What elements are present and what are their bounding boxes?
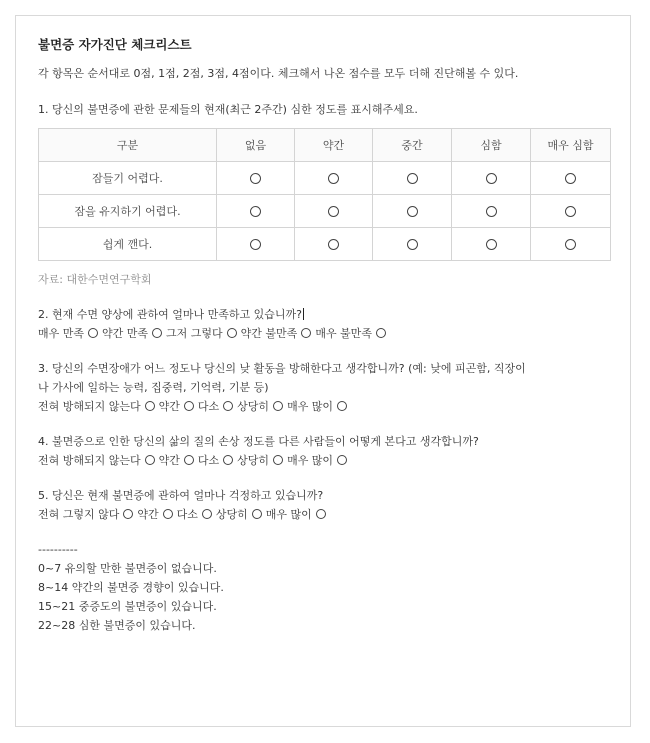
question-3-line-1: 3. 당신의 수면장애가 어느 정도나 당신의 낮 활동을 방해한다고 생각합니까? (예: 낮에 피곤함, 직장이	[38, 362, 526, 375]
radio-circle[interactable]	[486, 239, 497, 250]
radio-circle[interactable]	[273, 401, 283, 411]
question-3-line-2: 나 가사에 일하는 능력, 집중력, 기억력, 기분 등)	[38, 381, 269, 394]
radio-circle[interactable]	[223, 401, 233, 411]
radio-circle[interactable]	[565, 239, 576, 250]
row-label: 쉽게 깬다.	[39, 228, 217, 261]
radio-circle[interactable]	[202, 509, 212, 519]
radio-circle[interactable]	[250, 173, 261, 184]
text-cursor	[303, 308, 304, 320]
option-label: 약간	[158, 454, 180, 467]
option-label: 매우 많이	[265, 508, 312, 521]
checklist-card	[15, 15, 631, 727]
radio-circle[interactable]	[145, 401, 155, 411]
radio-circle[interactable]	[565, 206, 576, 217]
question-2-block	[38, 305, 616, 343]
question-2-options	[38, 324, 616, 343]
divider-line: ----------	[38, 543, 78, 556]
option-label: 상당히	[237, 400, 270, 413]
option-label: 다소	[197, 454, 220, 467]
severity-table	[38, 128, 611, 261]
question-3-block	[38, 359, 616, 416]
radio-circle[interactable]	[316, 509, 326, 519]
radio-circle[interactable]	[250, 239, 261, 250]
table-row	[39, 228, 611, 261]
question-5-options	[38, 505, 616, 524]
radio-circle[interactable]	[184, 401, 194, 411]
option-label: 약간	[137, 508, 159, 521]
result-line: 0~7 유의할 만한 불면증이 없습니다.	[38, 562, 217, 575]
option-label: 전혀 그렇지 않다	[38, 508, 120, 521]
radio-circle[interactable]	[273, 455, 283, 465]
radio-circle[interactable]	[252, 509, 262, 519]
row-label: 잠을 유지하기 어렵다.	[39, 195, 217, 228]
radio-circle[interactable]	[565, 173, 576, 184]
radio-circle[interactable]	[376, 328, 386, 338]
option-label: 매우 많이	[287, 454, 334, 467]
intro-text: 각 항목은 순서대로 0점, 1점, 2점, 3점, 4점이다. 체크해서 나온 점수를 모두 더해 진단해볼 수 있다.	[38, 67, 519, 80]
option-label: 상당히	[237, 454, 270, 467]
row-label: 잠들기 어렵다.	[39, 162, 217, 195]
option-label: 다소	[176, 508, 198, 521]
radio-circle[interactable]	[184, 455, 194, 465]
option-label: 매우 많이	[287, 400, 334, 413]
results-block	[38, 540, 616, 635]
option-label: 약간	[158, 400, 180, 413]
question-5: 5. 당신은 현재 불면증에 관하여 얼마나 걱정하고 있습니까?	[38, 489, 324, 502]
radio-circle[interactable]	[337, 401, 347, 411]
radio-circle[interactable]	[486, 206, 497, 217]
option-label: 전혀 방해되지 않는다	[38, 400, 141, 413]
radio-circle[interactable]	[152, 328, 162, 338]
checklist-content	[38, 36, 616, 635]
header-very-severe: 매우 심함	[531, 129, 611, 162]
table-row	[39, 195, 611, 228]
radio-circle[interactable]	[223, 455, 233, 465]
radio-circle[interactable]	[407, 206, 418, 217]
radio-circle[interactable]	[227, 328, 237, 338]
header-category: 구분	[39, 129, 217, 162]
question-4: 4. 불면증으로 인한 당신의 삶의 질의 손상 정도를 다른 사람들이 어떻게 본다고 생각합니까?	[38, 435, 479, 448]
radio-circle[interactable]	[328, 173, 339, 184]
option-label: 매우 만족	[38, 327, 85, 340]
result-line: 8~14 약간의 불면증 경향이 있습니다.	[38, 581, 224, 594]
radio-circle[interactable]	[407, 173, 418, 184]
radio-circle[interactable]	[407, 239, 418, 250]
header-moderate: 중간	[373, 129, 452, 162]
table-header-row	[39, 129, 611, 162]
header-severe: 심함	[452, 129, 531, 162]
result-line: 15~21 중증도의 불면증이 있습니다.	[38, 600, 217, 613]
option-label: 약간 불만족	[240, 327, 298, 340]
question-4-options	[38, 451, 616, 470]
option-label: 다소	[197, 400, 220, 413]
question-1: 1. 당신의 불면증에 관한 문제들의 현재(최근 2주간) 심한 정도를 표시해주세요.	[38, 103, 418, 116]
header-slight: 약간	[295, 129, 373, 162]
page-title: 불면증 자가진단 체크리스트	[38, 37, 192, 52]
result-line: 22~28 심한 불면증이 있습니다.	[38, 619, 196, 632]
radio-circle[interactable]	[328, 206, 339, 217]
radio-circle[interactable]	[163, 509, 173, 519]
question-5-block	[38, 486, 616, 524]
question-2: 2. 현재 수면 양상에 관하여 얼마나 만족하고 있습니까?	[38, 308, 302, 321]
radio-circle[interactable]	[486, 173, 497, 184]
option-label: 전혀 방해되지 않는다	[38, 454, 141, 467]
radio-circle[interactable]	[123, 509, 133, 519]
question-3-options	[38, 397, 616, 416]
question-4-block	[38, 432, 616, 470]
option-label: 그저 그렇다	[166, 327, 223, 340]
source-note: 자료: 대한수면연구학회	[38, 273, 152, 286]
radio-circle[interactable]	[250, 206, 261, 217]
radio-circle[interactable]	[145, 455, 155, 465]
option-label: 상당히	[215, 508, 248, 521]
radio-circle[interactable]	[301, 328, 311, 338]
radio-circle[interactable]	[337, 455, 347, 465]
option-label: 약간 만족	[102, 327, 149, 340]
table-row	[39, 162, 611, 195]
header-none: 없음	[217, 129, 295, 162]
option-label: 매우 불만족	[315, 327, 372, 340]
radio-circle[interactable]	[328, 239, 339, 250]
radio-circle[interactable]	[88, 328, 98, 338]
